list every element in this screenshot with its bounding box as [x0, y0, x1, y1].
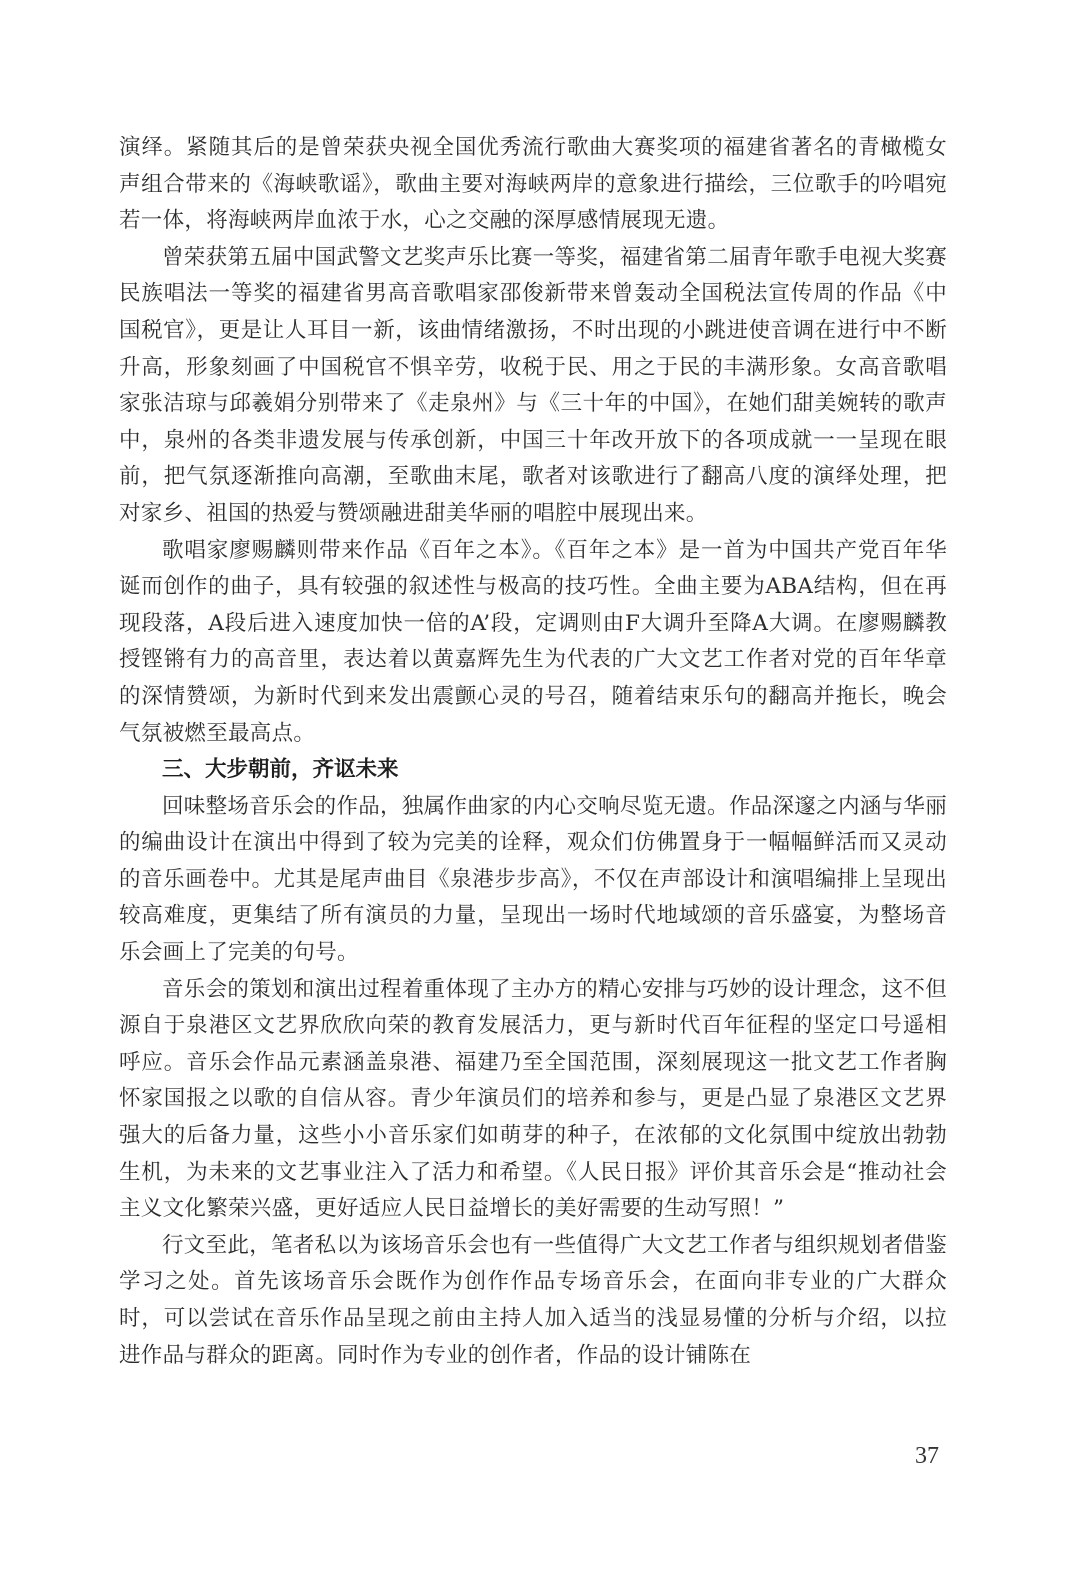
article-body	[119, 130, 947, 1374]
page-number: 37	[915, 1443, 939, 1469]
paragraph: 曾荣获第五届中国武警文艺奖声乐比赛一等奖，福建省第二届青年歌手电视大奖赛民族唱法一等奖的福建省男高音歌唱家邵俊新带来曾轰动全国税法宣传周的作品《中国税官》，更是让人耳目一新，该曲情绪激扬，不时出现的小跳进使音调在进行中不断升高，形象刻画了中国税官不惧辛劳，收税于民、用之于民的丰满形象。女高音歌唱家张洁琼与邱羲娟分别带来了《走泉州》与《三十年的中国》，在她们甜美婉转的歌声中，泉州的各类非遗发展与传承创新，中国三十年改开放下的各项成就一一呈现在眼前，把气氛逐渐推向高潮，至歌曲末尾，歌者对该歌进行了翻高八度的演绎处理，把对家乡、祖国的热爱与赞颂融进甜美华丽的唱腔中展现出来。	[119, 244, 947, 526]
paragraph: 回味整场音乐会的作品，独属作曲家的内心交响尽览无遗。作品深邃之内涵与华丽的编曲设计在演出中得到了较为完美的诠释，观众们仿佛置身于一幅幅鲜活而又灵动的音乐画卷中。尤其是尾声曲目《泉港步步高》，不仅在声部设计和演唱编排上呈现出较高难度，更集结了所有演员的力量，呈现出一场时代地域颂的音乐盛宴，为整场音乐会画上了完美的句号。	[119, 793, 947, 966]
paragraph: 音乐会的策划和演出过程着重体现了主办方的精心安排与巧妙的设计理念，这不但源自于泉港区文艺界欣欣向荣的教育发展活力，更与新时代百年征程的坚定口号遥相呼应。音乐会作品元素涵盖泉港、福建乃至全国范围，深刻展现这一批文艺工作者胸怀家国报之以歌的自信从容。青少年演员们的培养和参与，更是凸显了泉港区文艺界强大的后备力量，这些小小音乐家们如萌芽的种子，在浓郁的文化氛围中绽放出勃勃生机，为未来的文艺事业注入了活力和希望。《人民日报》评价其音乐会是“推动社会主义文化繁荣兴盛，更好适应人民日益增长的美好需要的生动写照！”	[119, 976, 947, 1222]
paragraph: 行文至此，笔者私以为该场音乐会也有一些值得广大文艺工作者与组织规划者借鉴学习之处。首先该场音乐会既作为创作作品专场音乐会，在面向非专业的广大群众时，可以尝试在音乐作品呈现之前由主持人加入适当的浅显易懂的分析与介绍，以拉进作品与群众的距离。同时作为专业的创作者，作品的设计铺陈在	[119, 1232, 947, 1368]
section-heading: 三、大步朝前，齐讴未来	[162, 757, 399, 783]
paragraph: 歌唱家廖赐麟则带来作品《百年之本》。《百年之本》是一首为中国共产党百年华诞而创作的曲子，具有较强的叙述性与极高的技巧性。全曲主要为ABA结构，但在再现段落，A段后进入速度加快一倍的A’段，定调则由F大调升至降A大调。在廖赐麟教授铿锵有力的高音里，表达着以黄嘉辉先生为代表的广大文艺工作者对党的百年华章的深情赞颂，为新时代到来发出震颤心灵的号召，随着结束乐句的翻高并拖长，晚会气氛被燃至最高点。	[119, 537, 947, 746]
paragraph: 演绎。紧随其后的是曾荣获央视全国优秀流行歌曲大赛奖项的福建省著名的青橄榄女声组合带来的《海峡歌谣》，歌曲主要对海峡两岸的意象进行描绘，三位歌手的吟唱宛若一体，将海峡两岸血浓于水，心之交融的深厚感情展现无遗。	[119, 135, 947, 234]
